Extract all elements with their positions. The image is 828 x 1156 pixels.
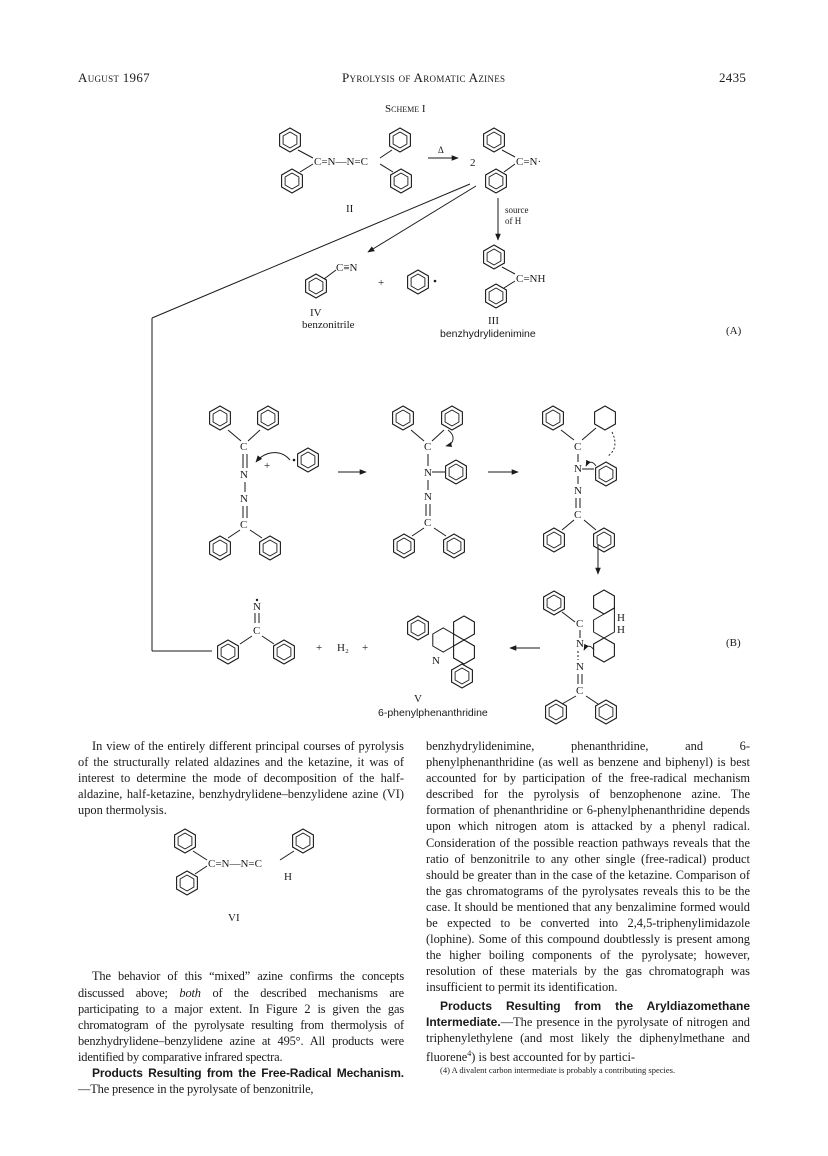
compound-v-name: 6-phenylphenanthridine: [378, 707, 488, 719]
paragraph: benzhydrylidenimine, phenanthridine, and 6-phenylphenanthridine (as well as benzene and biphenyl) is best accounted for by participation of the free-radical mechanism described for the pyrolysis of benzophenone azine. The formation of phenanthridine or 6-phenylphenanthridine depends upon which nitrogen atom is attacked by a phenyl radical. Consideration of the possible reaction pathways reveals that the ratio of benzonitrile to any other single (free-radical) product should be greater than in the case of the ketazine. Comparison of the gas chromatograms of the pyrolysates reveals this to be the case. It should be mentioned that any benzalimine formed would be expected to be converted into 2,4,5-triphenylimidazole (lophine). Some of this compound doubtlessly is present among the higher boiling components of the pyrolysate; however, resolution of these materials by the gas chromatograph was insufficient to permit its identification.: [426, 739, 750, 995]
svg-text:H: H: [617, 624, 625, 636]
svg-text:H: H: [617, 612, 625, 624]
imine-formula: C=NH: [516, 273, 546, 285]
scheme-label-a: (A): [726, 325, 742, 337]
compound-iii-name: benzhydrylidenimine: [440, 328, 536, 340]
svg-text:N: N: [576, 661, 584, 673]
svg-text:C: C: [576, 618, 584, 630]
compound-iii-structure: [484, 245, 546, 308]
scheme-label-b: (B): [726, 637, 741, 649]
source-label-2: of H: [505, 216, 522, 226]
running-header-title: Pyrolysis of Aromatic Azines: [342, 70, 506, 85]
imine-radical-structure: [484, 128, 542, 193]
vi-formula: C=N—N=C: [208, 858, 262, 871]
paragraph: Products Resulting from the Free-Radical Mechanism.—The presence in the pyrolysate of benzonitrile,: [78, 1066, 404, 1097]
compound-iv-name: benzonitrile: [302, 319, 355, 331]
compound-vi-figure: [78, 818, 404, 968]
svg-text:C: C: [574, 441, 582, 453]
scheme-title: Scheme I: [385, 103, 426, 115]
phenyl-radical-structure: [408, 270, 437, 294]
svg-text:C: C: [253, 625, 261, 637]
compound-iv-label: IV: [310, 307, 322, 319]
compound-iv-structure: [306, 262, 358, 298]
nitrile-formula: C≡N: [336, 262, 358, 274]
svg-text:N: N: [240, 493, 248, 505]
svg-text:C: C: [424, 441, 432, 453]
vi-hydrogen: H: [284, 871, 292, 884]
compound-vi-label: VI: [228, 912, 240, 925]
stoichiometric-coefficient: 2: [470, 157, 476, 169]
paragraph: The behavior of this “mixed” azine confirms the concepts discussed above; both of the described mechanisms are participating to a major extent. In Figure 2 is given the gas chromatogram of the pyrolysate resulting from thermolysis of benzhydrylidene–benzylidene azine at 495°. All products were identified by comparative infrared spectra.: [78, 969, 404, 1064]
compound-v-label: V: [414, 693, 422, 705]
azine-formula: C=N—N=C: [314, 156, 368, 168]
svg-text:C: C: [240, 441, 248, 453]
page-number: 2435: [719, 70, 747, 85]
svg-text:N: N: [574, 463, 582, 475]
diazo-product-structure: [218, 599, 295, 664]
left-column: [78, 738, 404, 1097]
plus-sign-3: +: [362, 642, 369, 654]
svg-text:N: N: [432, 655, 440, 667]
plus-sign: +: [378, 277, 385, 289]
running-header-left: August 1967: [78, 70, 150, 85]
hydrogen-formula: H₂: [337, 642, 349, 654]
source-label: source: [505, 205, 529, 215]
heat-symbol: Δ: [438, 145, 444, 155]
compound-v-structure: [408, 616, 475, 688]
paragraph: Products Resulting from the Aryldiazomethane Intermediate.—The presence in the pyrolysate of nitrogen and triphenylethylene (and most likely the diphenylmethane and fluorene$^4$) is best accounted for by partici-: [426, 998, 750, 1064]
svg-text:N: N: [253, 601, 261, 613]
paragraph: In view of the entirely different principal courses of pyrolysis of the structurally related aldazines and the ketazine, it was of interest to determine the mode of decomposition of the half-aldazine, half-ketazine, benzhydrylidene–benzylidene azine (VI) upon thermolysis.: [78, 739, 404, 818]
svg-text:C: C: [574, 509, 582, 521]
svg-text:C: C: [424, 517, 432, 529]
compound-ii-structure: [280, 128, 412, 193]
mechanism-b-step-2: [393, 406, 467, 558]
svg-text:N: N: [240, 469, 248, 481]
svg-text:N: N: [424, 467, 432, 479]
right-column: [426, 738, 750, 1076]
footnote: (4) A divalent carbon intermediate is probably a contributing species.: [440, 1065, 676, 1075]
svg-text:C: C: [576, 685, 584, 697]
compound-ii-label: II: [346, 203, 354, 215]
svg-text:C: C: [240, 519, 248, 531]
mechanism-b-step-1: [210, 406, 319, 560]
svg-text:N: N: [424, 491, 432, 503]
svg-text:N: N: [576, 638, 584, 650]
imine-radical-formula: C=N·: [516, 156, 542, 168]
mechanism-b-step-4: [544, 590, 625, 724]
svg-text:+: +: [264, 460, 271, 472]
plus-sign-2: +: [316, 642, 323, 654]
compound-iii-label: III: [488, 315, 499, 327]
svg-text:N: N: [574, 485, 582, 497]
mechanism-b-step-3: [543, 406, 617, 552]
compound-vi-structure: [78, 818, 404, 968]
